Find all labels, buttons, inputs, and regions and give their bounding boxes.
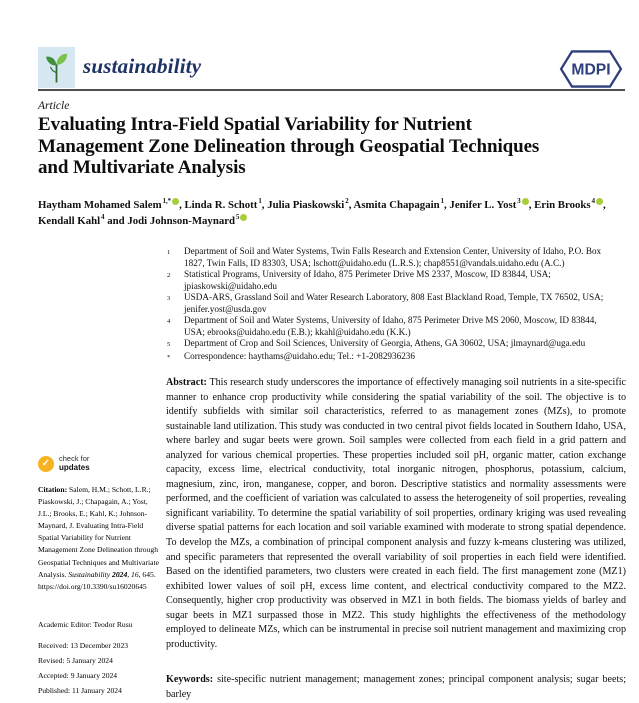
received-date (38, 638, 168, 653)
author-affil-sup: 4 (101, 214, 105, 222)
citation-label: Citation: (38, 485, 70, 494)
affiliation-number: 2 (167, 272, 171, 279)
plant-sprout-icon (44, 52, 69, 83)
author-affil-sup: 3 (517, 198, 521, 206)
academic-editor-block (38, 619, 168, 631)
author-separator: , (261, 199, 268, 211)
author-name: Julia Piaskowski (267, 199, 345, 211)
keywords-section (166, 673, 626, 702)
affiliation-number: 5 (167, 341, 171, 348)
author-affil-sup: 2 (345, 198, 349, 206)
author-name: Erin Brooks (534, 199, 591, 211)
affiliation-text: Statistical Programs, University of Idaho, 875 Perimeter Drive MS 2337, Moscow, ID 83844, USA; jpiaskowski@uidaho.edu (184, 269, 551, 291)
check-for-updates-button[interactable] (38, 455, 90, 472)
affiliation-row (167, 269, 618, 292)
author-list (38, 197, 630, 229)
author-affil-sup: 1 (440, 198, 445, 206)
author-affil-sup: 4 (591, 198, 596, 206)
author-separator: , (348, 199, 354, 211)
affiliation-row (167, 315, 618, 338)
affiliation-row (167, 338, 618, 351)
author-name: Linda R. Schott (184, 199, 258, 211)
affiliation-text: Department of Soil and Water Systems, University of Idaho, 875 Perimeter Drive MS 2060, Moscow, ID 83844, USA; ebrooks@uidaho.edu (E.B.); kkahl@uidaho.edu (K.K.) (184, 315, 597, 337)
affiliation-text: Department of Soil and Water Systems, Twin Falls Research and Extension Center, University of Idaho, P.O. Box 1827, Twin Falls, ID 83303, USA; lschott@uidaho.edu (L.R.S.); chap8551@vandals.uidaho.edu (A.C.) (184, 246, 602, 268)
title-line-2: Management Zone Delineation through Geospatial Techniques (38, 135, 540, 157)
revised-label: Revised: (38, 656, 67, 665)
affiliation-number: 1 (167, 249, 171, 256)
citation-pages: , 645. (138, 569, 156, 579)
abstract-section (166, 376, 626, 652)
orcid-icon[interactable] (240, 214, 247, 221)
title-line-3: and Multivariate Analysis (38, 157, 246, 178)
author-separator: , (528, 199, 535, 211)
affiliation-text: Department of Crop and Soil Sciences, University of Georgia, Athens, GA 30602, USA; jlmaynard@uga.edu (184, 338, 586, 348)
citation-volume: 16 (131, 569, 139, 579)
author-name: Asmita Chapagain (353, 199, 440, 211)
mdpi-logo[interactable] (558, 50, 624, 88)
citation-separator: , (127, 569, 132, 579)
keywords-text: site-specific nutrient management; management zones; principal component analysis; sugar beets; barley (166, 674, 626, 700)
sustainability-logo (38, 47, 75, 88)
affiliation-number: 3 (167, 295, 171, 302)
author-separator: and (104, 215, 128, 227)
correspondence-row (167, 351, 618, 364)
author-separator: , (179, 199, 185, 211)
academic-editor-label: Academic Editor: (38, 620, 94, 629)
author-name: Jenifer L. Yost (449, 199, 517, 211)
accepted-value: 9 January 2024 (70, 671, 118, 680)
correspondence-text: Correspondence: haythams@uidaho.edu; Tel.: +1-2082936236 (184, 350, 415, 361)
orcid-icon[interactable] (522, 198, 529, 205)
citation-block (38, 484, 162, 593)
citation-year: 2024 (112, 569, 128, 579)
accepted-label: Accepted: (38, 671, 71, 680)
mdpi-logo-text: MDPI (571, 61, 611, 79)
orcid-icon[interactable] (172, 198, 179, 205)
received-label: Received: (38, 641, 71, 650)
published-label: Published: (38, 686, 72, 695)
paper-title (38, 114, 634, 179)
correspondence-asterisk: * (167, 353, 171, 361)
author-name: Haytham Mohamed Salem (38, 199, 162, 211)
author-separator: , (444, 199, 450, 211)
abstract-label: Abstract: (166, 377, 207, 388)
check-icon: ✓ (38, 456, 54, 472)
published-date (38, 683, 168, 698)
academic-editor-name: Teodor Rusu (93, 620, 133, 629)
article-type-label: Article (38, 100, 70, 112)
title-line-1: Evaluating Intra-Field Spatial Variability for Nutrient (38, 114, 472, 135)
doi-link[interactable]: https://doi.org/10.3390/su16020645 (38, 581, 147, 591)
author-affil-sup: 1,* (162, 198, 172, 206)
affiliation-text: USDA-ARS, Grassland Soil and Water Research Laboratory, 808 East Blackland Road, Temple, TX 76502, USA; jenifer.yost@usda.gov (184, 292, 604, 314)
article-dates-block (38, 638, 168, 698)
author-name: Kendall Kahl (38, 215, 101, 227)
journal-name: sustainability (83, 54, 202, 78)
header-divider (38, 89, 625, 91)
citation-body: Salem, H.M.; Schott, L.R.; Piaskowski, J.; Chapagain, A.; Yost, J.L.; Brooks, E.; Kahl, K.; Johnson-Maynard, J. Evaluating Intra-Field Spatial Variability for Nutrient Management Zone Delineation through Geospatial Techniques and Multivariate Analysis. (38, 485, 160, 579)
check-updates-label (59, 455, 90, 472)
accepted-date (38, 668, 168, 683)
revised-date (38, 653, 168, 668)
revised-value: 5 January 2024 (66, 656, 113, 665)
citation-journal: Sustainability (68, 569, 113, 579)
author-affil-sup: 5 (236, 214, 240, 222)
orcid-icon[interactable] (596, 198, 603, 205)
check-updates-line2: updates (59, 462, 90, 472)
received-value: 13 December 2023 (70, 641, 129, 650)
author-name: Jodi Johnson-Maynard (127, 215, 236, 227)
abstract-text: This research study underscores the importance of effectively managing soil nutrients in a site-specific manner to enhance crop productivity while considering the spatial variability of the soil. The objective is to identify subfields with similar soil characteristics, referred to as management zones (MZs), to promote sustainable land utilization. This study was conducted in two central pivot fields located in Southern Idaho, USA, where barley and sugar beets were grown. Soil samples were collected from each field in a grid pattern and analyzed for various chemical properties. These properties included soil pH, organic matter, cation exchange capacity, excess lime, electrical conductivity, total inorganic nitrogen, phosphorus, potassium, calcium, magnesium, zinc, iron, manganese, copper, and boron. Descriptive statistics and normality assessments were performed, and the coefficient of variation was calculated to assess the heterogeneity of soil properties, revealing significant variability. To determine the spatial variability of soil properties, ordinary kriging was used revealing diverse spatial patterns for each location and soil variable examined with moderate to strong spatial dependence. To develop the MZs, a combination of principal component analysis and fuzzy k-means clustering was utilized, and specific parameters that represented the overall variability of soil properties in each field were identified. Based on the identified parameters, two clusters were created in each field. The first management zone (MZ1) exhibited lower values of soil pH, excess lime content, and electrical conductivity compared to the MZ2. Consequently, higher crop productivity was observed in MZ1 in both fields. The biomass yields of barley and sugar beets in MZ1 surpassed those in MZ2. This study highlights the effectiveness of the methodology employed to delineate MZs, which can be instrumental in precise soil nutrient management and maximizing crop productivity. (166, 377, 626, 650)
check-updates-line1: check for (59, 454, 90, 463)
published-value: 11 January 2024 (71, 686, 122, 695)
affiliation-row (167, 246, 618, 269)
affiliation-number: 4 (167, 318, 171, 325)
author-affil-sup: 1 (258, 198, 262, 206)
affiliation-row (167, 292, 618, 315)
keywords-label: Keywords: (166, 674, 214, 685)
author-separator: , (603, 199, 606, 211)
affiliation-list (167, 246, 618, 363)
